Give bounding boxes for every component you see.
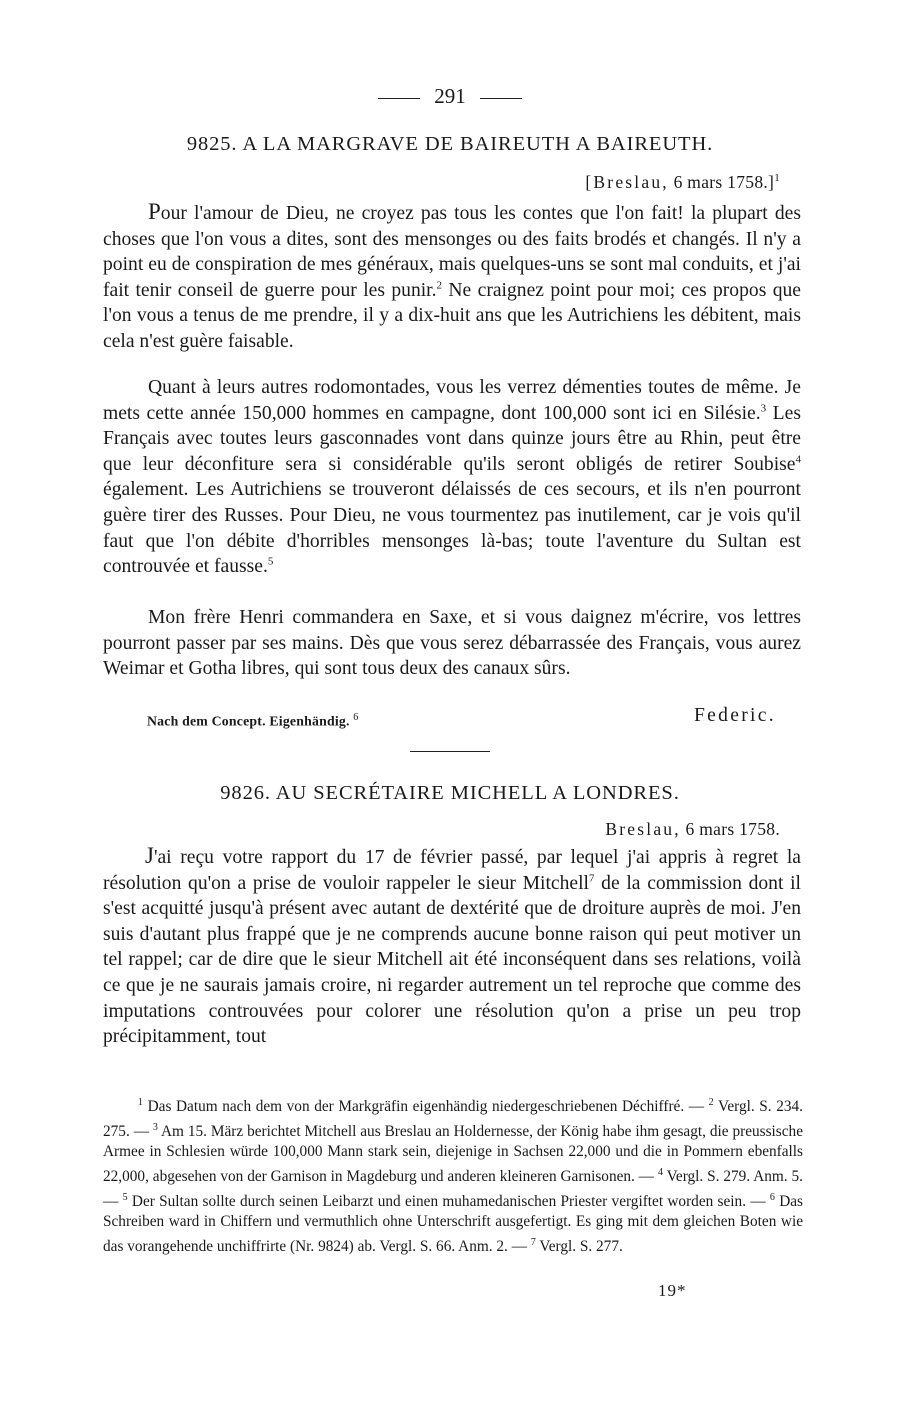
footnote-number: 1: [138, 1097, 143, 1108]
source-note: [147, 712, 359, 730]
footnotes: [103, 1093, 803, 1258]
letter-9826-paragraph-1: [103, 843, 801, 1050]
date-place: Breslau,: [605, 819, 681, 839]
footnote-ref: 5: [267, 555, 274, 568]
letter-9825-dateline: [585, 172, 780, 193]
letter-9826-title: 9826. AU SECRÉTAIRE MICHELL A LONDRES.: [220, 782, 680, 804]
footnote-number: 3: [152, 1121, 158, 1133]
header-rule-right: [480, 98, 522, 99]
page-number: 291: [434, 84, 466, 108]
footnote-number: 5: [122, 1191, 128, 1203]
letter-9826-dateline: [605, 819, 780, 840]
printer-signature-mark: 19*: [658, 1281, 687, 1300]
dropcap: P: [148, 199, 161, 224]
text-run: 'ai reçu votre rapport du 17 de février passé, par lequel j'ai appris à regret la résolution qu'on a prise de vouloir rappeler le sieur Mitchell: [103, 847, 801, 894]
letter-9825-title: 9825. A LA MARGRAVE DE BAIREUTH A BAIREUTH.: [186, 133, 714, 155]
footnote-number: 2: [708, 1097, 714, 1108]
dropcap: J: [145, 843, 154, 868]
page-header: [0, 84, 900, 109]
letter-9825-paragraph-3: Mon frère Henri commandera en Saxe, et si vous daignez m'écrire, vos lettres pourront passer par ses mains. Dès que vous serez débarrassée des Français, vous aurez Weimar et Gotha libres, qui sont tous deux des canaux sûrs.: [103, 607, 801, 680]
footnote-text: Vergl. S. 277.: [535, 1238, 623, 1256]
footnote-text: Am 15. März berichtet Mitchell aus Breslau an Holdernesse, der König habe ihm gesagt, die preussische Armee in Schlesien würde 100,000 Mann stark sein, diejenige in Sachsen 22,000 und die in Pommern ebenfalls 22,000, abgesehen von der Garnison in Magdeburg und anderen kleineren Garnisonen. —: [103, 1122, 803, 1186]
footnote-ref: 6: [353, 712, 359, 723]
footnote-ref: 2: [436, 279, 443, 292]
footnote-ref: 4: [795, 453, 801, 466]
text-run: également. Les Autrichiens se trouveront délaissés de ces secours, et ils n'en pourront guère tirer des Russes. Pour Dieu, ne vous tourmentez pas inutilement, car je vois qu'il faut que l'on débite d'horribles mensonges là-bas; toute l'aventure du Sultan est controuvée et fausse.: [103, 479, 801, 578]
footnote-number: 6: [769, 1191, 775, 1203]
date-text: 6 mars 1758.: [685, 819, 780, 839]
section-divider: [410, 751, 490, 752]
letter-9825-paragraph-2: [103, 375, 801, 580]
date-text: 6 mars 1758.]: [673, 172, 775, 192]
text-run: Quant à leurs autres rodomontades, vous les verrez démenties toutes de même. Je mets cette année 150,000 hommes en campagne, dont 100,000 sont ici en Silésie.: [103, 377, 801, 424]
header-rule-left: [378, 98, 420, 99]
footnote-text: Vergl. S. 279. Anm. 5. —: [103, 1168, 803, 1210]
footnote-text: Vergl. S. 234. 275. —: [103, 1098, 803, 1140]
footnote-text: Das Datum nach dem von der Markgräfin eigenhändig niedergeschriebenen Déchiffré. —: [143, 1098, 709, 1116]
letter-9825-paragraph-1: [103, 199, 801, 355]
footnote-text: Das Schreiben ward in Chiffern und vermuthlich ohne Unterschrift ausgefertigt. Es ging mit dem gleichen Boten wie das vorangehende unchiffrirte (Nr. 9824) ab. Vergl. S. 66. Anm. 2. —: [103, 1192, 804, 1256]
text-run: our l'amour de Dieu, ne croyez pas tous les contes que l'on fait! la plupart des choses que l'on vous a dites, sont des mensonges ou des faits brodés et changés. Il n'y a point eu de conspiration de mes généraux, mais quelques-uns se sont mal conduits, et j'ai fait tenir conseil de guerre pour les punir.: [103, 203, 801, 301]
source-note-text: Nach dem Concept. Eigenhändig.: [147, 713, 350, 729]
footnote-text: Der Sultan sollte durch seinen Leibarzt und einen muhamedanischen Priester vergiftet worden sein. —: [127, 1192, 770, 1210]
text-run: Les Français avec toutes leurs gasconnades vont dans quinze jours être au Rhin, peut être que leur déconfiture sera si considérable qu'ils seront obligés de retirer Soubise: [103, 402, 801, 475]
text-run: de la commission dont il s'est acquitté jusqu'à présent avec autant de dextérité que de droiture auprès de moi. J'en suis d'autant plus frappé que je ne comprends aucune bonne raison qui peut motiver un tel rappel; car de dire que le sieur Mitchell ait été inconséquent dans ses relations, voilà ce que je ne saurais jamais croire, ni regarder autrement un tel reproche que comme des imputations controuvées pour colorer une résolution qu'on a prise un peu trop précipitamment, tout: [103, 872, 802, 1048]
date-place: [Breslau,: [585, 172, 669, 192]
text-run: Ne craignez point pour moi; ces propos que l'on vous a tenus de me prendre, il y a dix-huit ans que les Autrichiens les débitent, mais cela n'est guère faisable.: [103, 279, 801, 352]
footnote-number: 4: [657, 1166, 663, 1178]
footnote-ref: 3: [760, 402, 767, 415]
footnote-ref: 7: [588, 872, 595, 885]
signature: Federic.: [693, 705, 776, 726]
footnote-ref: 1: [774, 172, 780, 185]
footnote-number: 7: [530, 1236, 536, 1248]
